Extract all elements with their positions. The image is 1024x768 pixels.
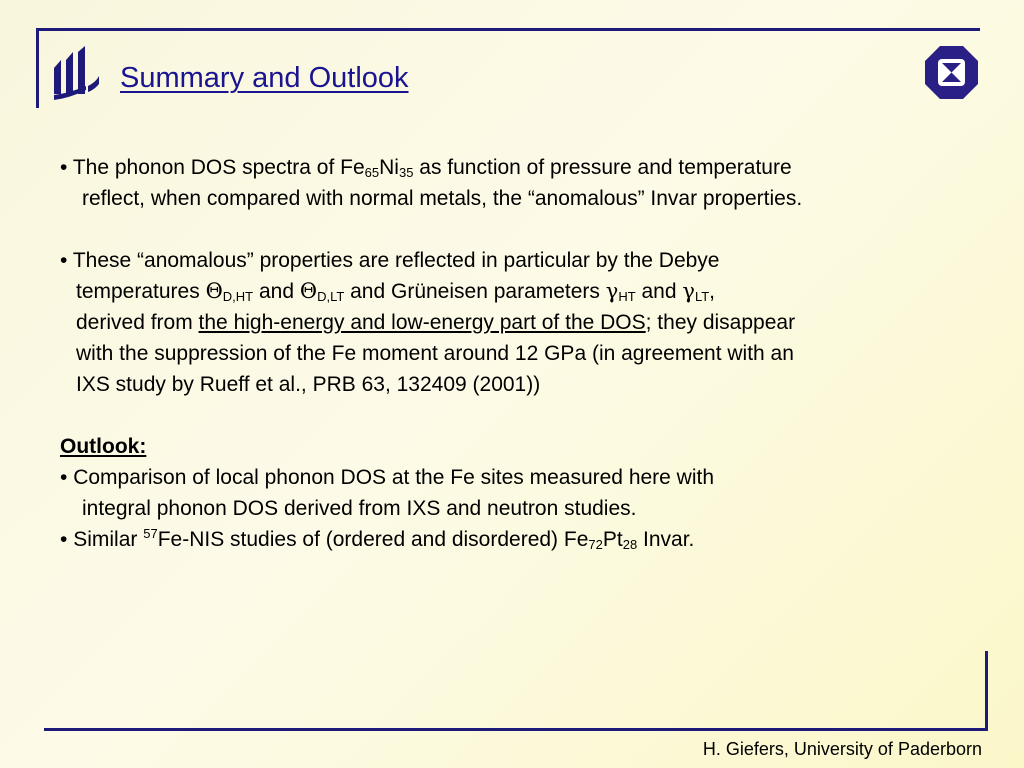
- summary-bullet-2-line-2: temperatures $\Theta_{D,HT}$ and $\Theta_{D,LT}$ and Grüneisen parameters $\gamma_{HT}$ and $\gamma_{LT}$,: [76, 279, 716, 304]
- university-logo-icon: [52, 46, 100, 102]
- summary-bullet-1-line-2: reflect, when compared with normal metals, the “anomalous” Invar properties.: [82, 187, 803, 210]
- outlook-bullet-2: • Similar $^{57}$Fe-NIS studies of (ordered and disordered) $Fe_{72}Pt_{28}$ Invar.: [60, 526, 695, 552]
- outlook-bullet-1: • Comparison of local phonon DOS at the Fe sites measured here with: [60, 466, 715, 489]
- summary-bullet-2-line-4: with the suppression of the Fe moment around 12 GPa (in agreement with an: [76, 342, 794, 365]
- frame-top-line: [36, 28, 980, 31]
- summary-bullet-2: • These “anomalous” properties are reflected in particular by the Debye: [60, 249, 720, 272]
- footer-author: H. Giefers, University of Paderborn: [702, 739, 982, 759]
- exit-icon[interactable]: [923, 44, 980, 101]
- frame-left-line: [36, 28, 39, 108]
- frame-right-line: [985, 651, 988, 731]
- outlook-bullet-1-line-2: integral phonon DOS derived from IXS and neutron studies.: [82, 497, 637, 520]
- slide-body: [60, 152, 980, 555]
- dos-underlined-phrase: the high-energy and low-energy part of the DOS: [198, 311, 646, 334]
- page-title: Summary and Outlook: [120, 62, 409, 94]
- frame-bottom-line: [44, 728, 988, 731]
- summary-bullet-2-line-5: IXS study by Rueff et al., PRB 63, 132409 (2001)): [76, 373, 541, 396]
- outlook-heading: Outlook:: [60, 435, 147, 458]
- summary-bullet-2-line-3: derived from the high-energy and low-energy part of the DOS; they disappear: [76, 311, 796, 334]
- summary-bullet-1: • The phonon DOS spectra of $Fe_{65}Ni_{35}$ as function of pressure and temperature: [60, 156, 792, 180]
